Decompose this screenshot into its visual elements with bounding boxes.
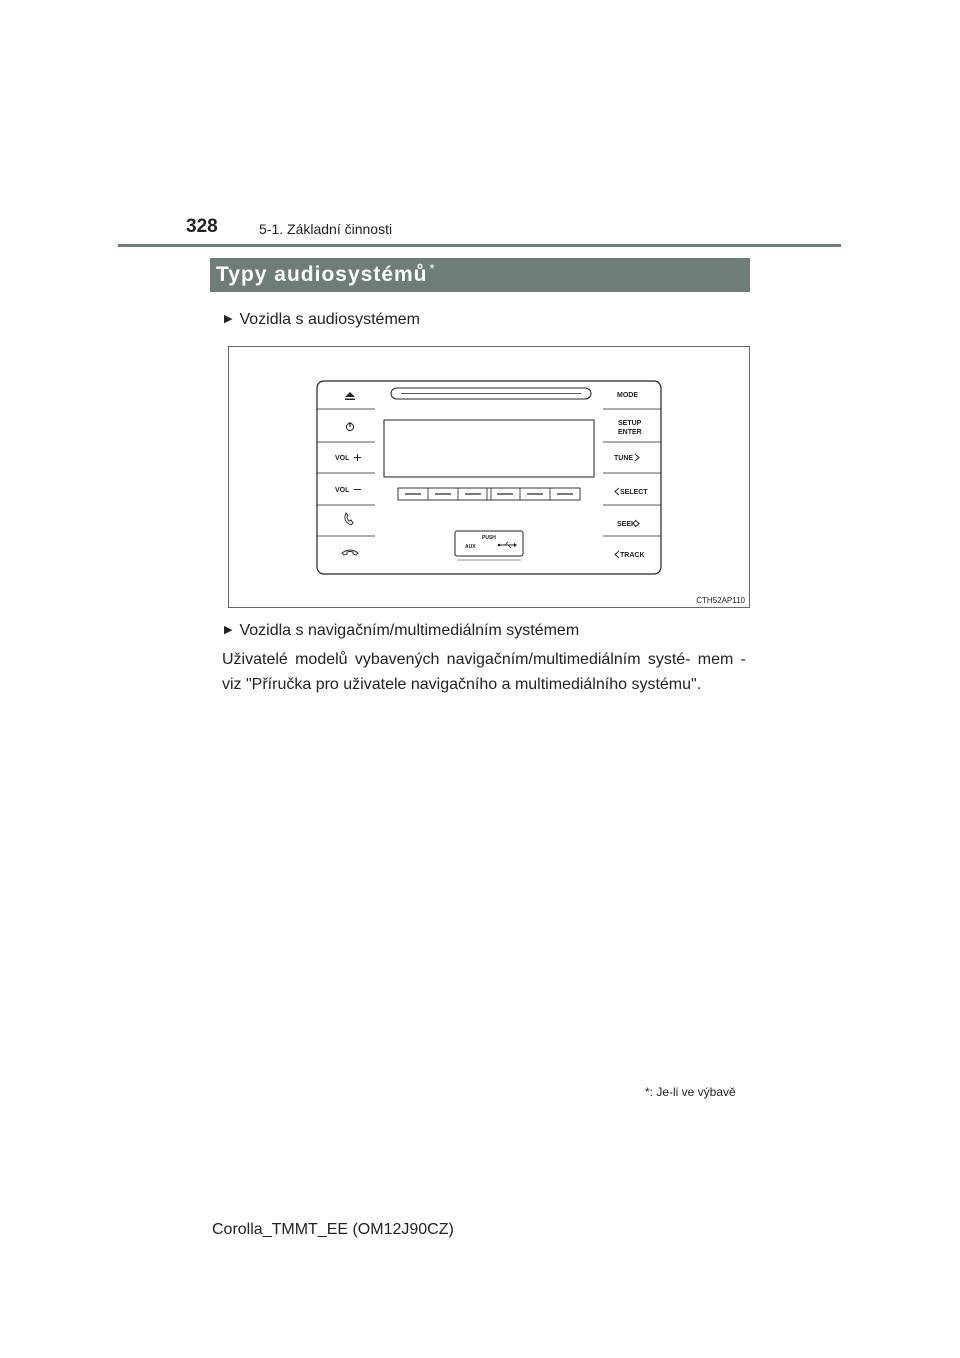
bullet-audio-system-text: Vozidla s audiosystémem	[239, 311, 420, 328]
bullet-arrow-icon: ▶	[224, 313, 233, 325]
select-label: SELECT	[620, 489, 648, 496]
track-button[interactable]	[615, 551, 645, 559]
seek-button[interactable]	[617, 520, 639, 528]
select-button[interactable]	[615, 488, 648, 496]
vol-minus-label: VOL	[335, 487, 350, 494]
seek-label: SEEK	[617, 521, 637, 528]
footnote	[645, 1085, 736, 1099]
section-title-bar	[210, 258, 750, 292]
header-rule	[118, 244, 841, 247]
track-label: TRACK	[620, 552, 645, 559]
aux-usb-port[interactable]	[455, 531, 523, 560]
bullet-navigation-system	[224, 622, 579, 640]
preset-buttons[interactable]	[398, 488, 580, 500]
bullet-audio-system	[224, 311, 420, 329]
body-paragraph: Uživatelé modelů vybavených navigačním/multimediálním systé- mem - viz "Příručka pro uživatele navigačního a multimediálního systému".	[222, 651, 746, 693]
vol-plus-button[interactable]	[335, 454, 361, 462]
display-screen	[384, 420, 594, 477]
page-number: 328	[186, 216, 218, 237]
footer-manual-id: Corolla_TMMT_EE (OM12J90CZ)	[212, 1221, 454, 1238]
bullet-arrow-icon: ▶	[224, 624, 233, 636]
aux-label: AUX	[465, 544, 476, 550]
enter-button-label[interactable]: ENTER	[618, 429, 642, 436]
figure-code: CTH52AP110	[696, 596, 745, 605]
tune-label: TUNE	[614, 455, 634, 462]
section-title: Typy audiosystémů	[216, 263, 428, 286]
vol-plus-label: VOL	[335, 455, 350, 462]
footnote-marker: *	[645, 1085, 650, 1099]
setup-button-label[interactable]: SETUP	[618, 420, 642, 427]
footnote-text: : Je-li ve výbavě	[649, 1085, 736, 1099]
audio-panel-illustration	[229, 347, 749, 607]
mode-button[interactable]: MODE	[617, 392, 638, 399]
optional-marker: *	[429, 261, 436, 276]
cd-slot	[391, 388, 591, 399]
section-reference: 5-1. Základní činnosti	[259, 221, 393, 237]
audio-panel-figure	[228, 346, 750, 608]
push-label: PUSH	[482, 535, 496, 541]
bullet-navigation-system-text: Vozidla s navigačním/multimediálním systémem	[239, 622, 580, 639]
